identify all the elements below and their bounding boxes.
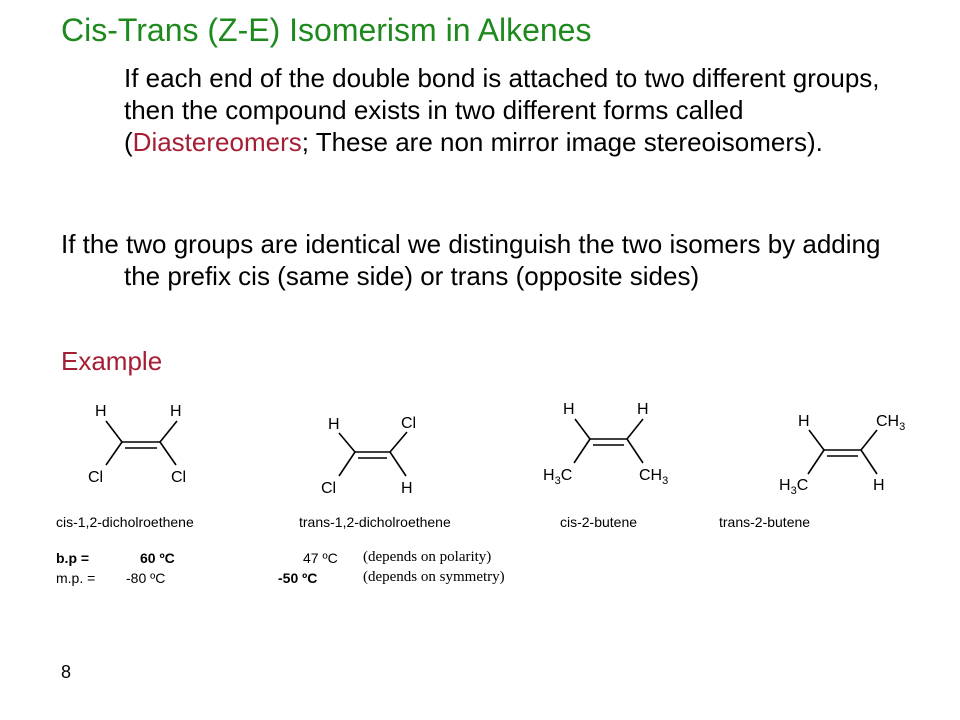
mp-trans-value: -50 ºC xyxy=(278,570,318,586)
bp-trans-value: 47 ºC xyxy=(303,550,338,566)
s1-bottom-right: Cl xyxy=(171,469,187,486)
example-label: Example xyxy=(61,346,163,376)
s2-top-left: H xyxy=(328,416,340,433)
s4-top-right: $CH_3$ xyxy=(876,413,906,433)
bp-note: (depends on polarity) xyxy=(363,549,492,565)
bp-cis-value: 60 ºC xyxy=(140,550,175,566)
mp-note: (depends on symmetry) xyxy=(363,569,505,585)
s2-bottom-left: Cl xyxy=(321,480,337,497)
s1-top-left: H xyxy=(95,403,107,420)
s1-top-right: H xyxy=(170,403,182,420)
s4-top-left: H xyxy=(798,413,810,430)
name-cis-dichloroethene: cis-1,2-dicholroethene xyxy=(56,514,194,530)
name-trans-dichloroethene: trans-1,2-dicholroethene xyxy=(299,514,451,530)
mp-cis-value: -80 ºC xyxy=(126,570,166,586)
s3-top-left: H xyxy=(563,401,575,418)
s2-bottom-right: H xyxy=(401,480,413,497)
slide-number: 8 xyxy=(61,662,72,682)
s2-top-right: Cl xyxy=(401,415,417,432)
name-trans-butene: trans-2-butene xyxy=(719,514,811,530)
s4-bottom-right: H xyxy=(873,477,885,494)
paragraph-definition-text-start: If each end of the double bond is attached to two different groups, then the compound exists in two different forms called ( xyxy=(124,63,880,157)
name-cis-butene: cis-2-butene xyxy=(560,514,638,530)
paragraph-cis-trans-first-line: If the two groups are identical we distinguish the two xyxy=(61,229,663,259)
s3-bottom-right: $CH_3$ xyxy=(639,467,669,487)
slide-title: Cis-Trans (Z-E) Isomerism in Alkenes xyxy=(61,12,592,48)
s3-bottom-left: $H_3C$ xyxy=(543,467,573,487)
s3-top-right: H xyxy=(637,401,649,418)
mp-label: m.p. = xyxy=(56,570,96,586)
s1-bottom-left: Cl xyxy=(88,469,104,486)
paragraph-definition-text-end: ; These are non mirror image stereoisomers). xyxy=(301,127,823,157)
bp-label: b.p = xyxy=(56,550,90,566)
s4-bottom-left: $H_3C$ xyxy=(779,477,809,497)
paragraph-cis-trans-rest: isomers by adding the prefix cis (same side) or trans (opposite sides) xyxy=(124,229,881,291)
diastereomers-term: Diastereomers xyxy=(132,127,302,157)
